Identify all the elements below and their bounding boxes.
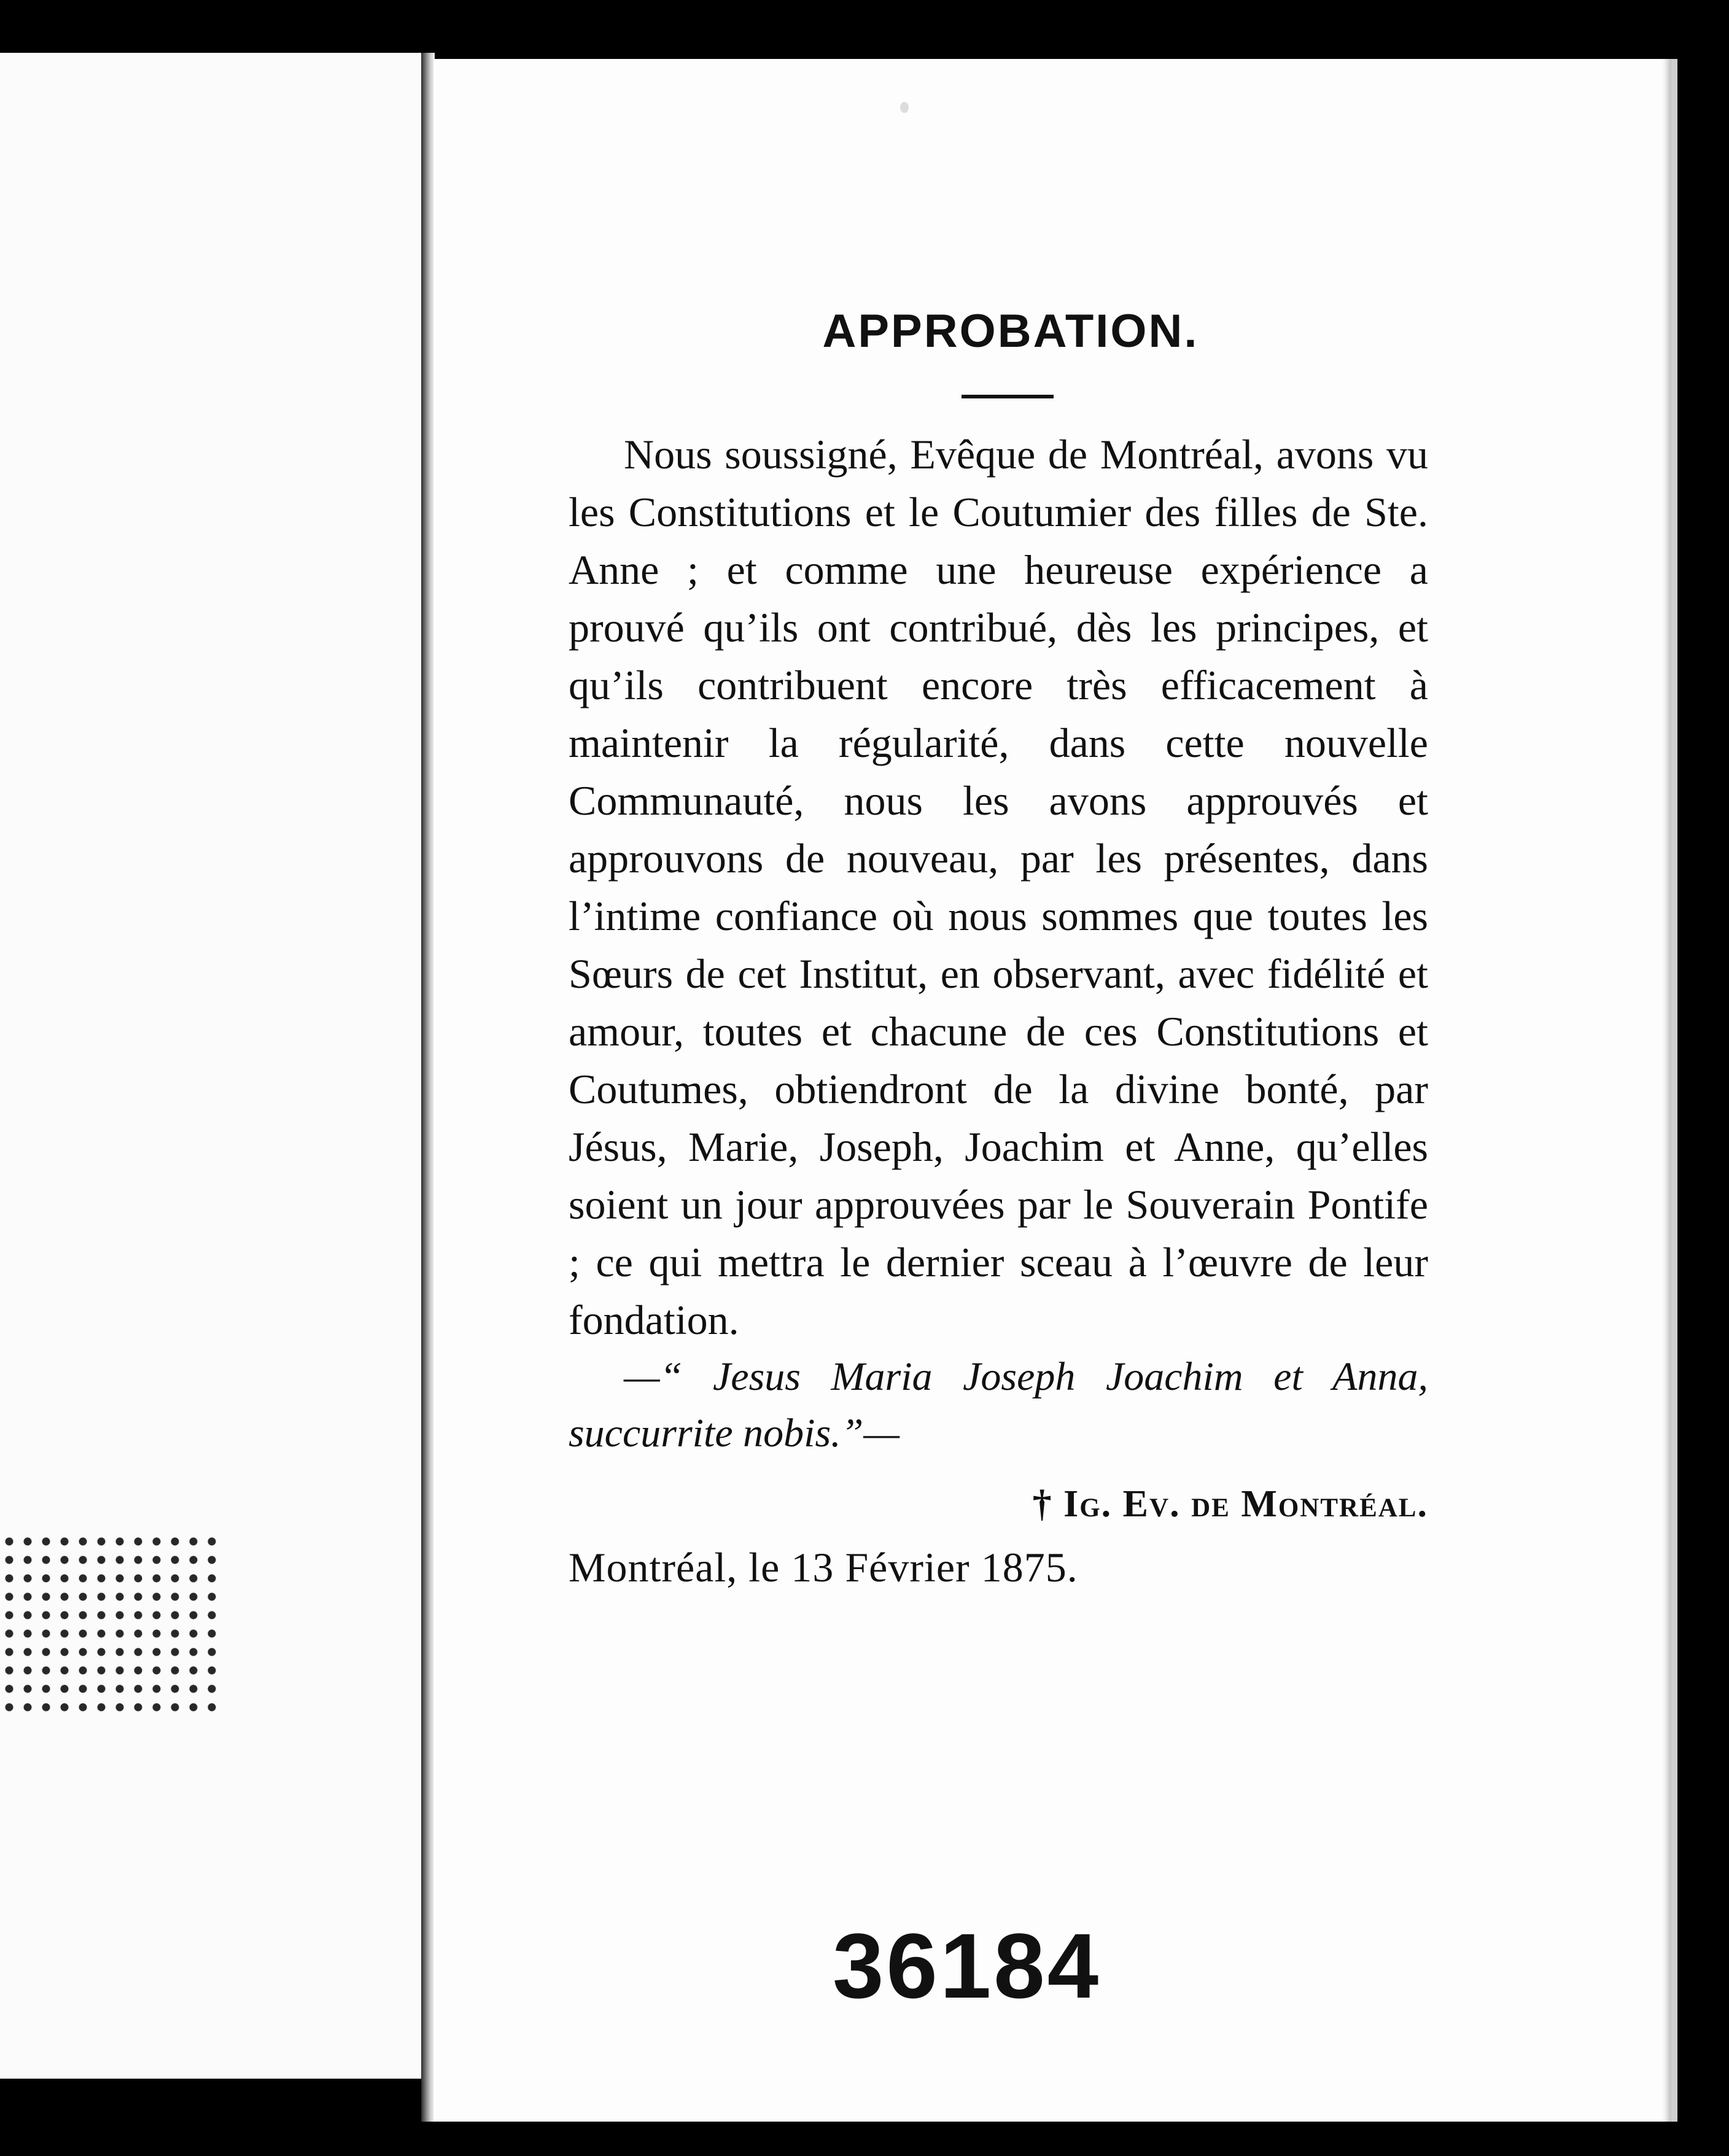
approbation-text-block [569,304,1428,1592]
signature-text: † Ig. Ev. de Montréal. [1032,1483,1428,1525]
title-divider [962,395,1054,398]
approbation-body: Nous soussigné, Evêque de Montréal, avons vu les Constitutions et le Coutumier des filles de Ste. Anne ; et comme une heureuse expérience a prouvé qu’ils ont contribué, dès les principes, et qu’ils contribuent encore très efficacement à maintenir la régularité, dans cette nouvelle Communauté, nous les avons approuvés et approuvons de nouveau, par les présentes, dans l’intime confiance où nous sommes que toutes les Sœurs de cet Institut, en observant, avec fidélité et amour, toutes et chacune de ces Constitutions et Coutumes, obtiendront de la divine bonté, par Jésus, Marie, Joseph, Joachim et Anne, qu’elles soient un jour approuvées par le Souverain Pontife ; ce qui mettra le dernier sceau à l’œuvre de leur fondation. [569,431,1428,1343]
page-title: APPROBATION. [822,305,1199,357]
perforation-marks [0,1532,221,1716]
date-line: Montréal, le 13 Février 1875. [569,1544,1078,1591]
document-page [433,59,1677,2122]
catalog-number: 36184 [833,1914,1102,2017]
bishop-signature [569,1483,1428,1526]
latin-invocation: —“ Jesus Maria Joseph Joachim et Anna, succurrite nobis.”— [569,1354,1428,1456]
book-gutter [421,53,435,2122]
previous-page [0,53,433,2079]
